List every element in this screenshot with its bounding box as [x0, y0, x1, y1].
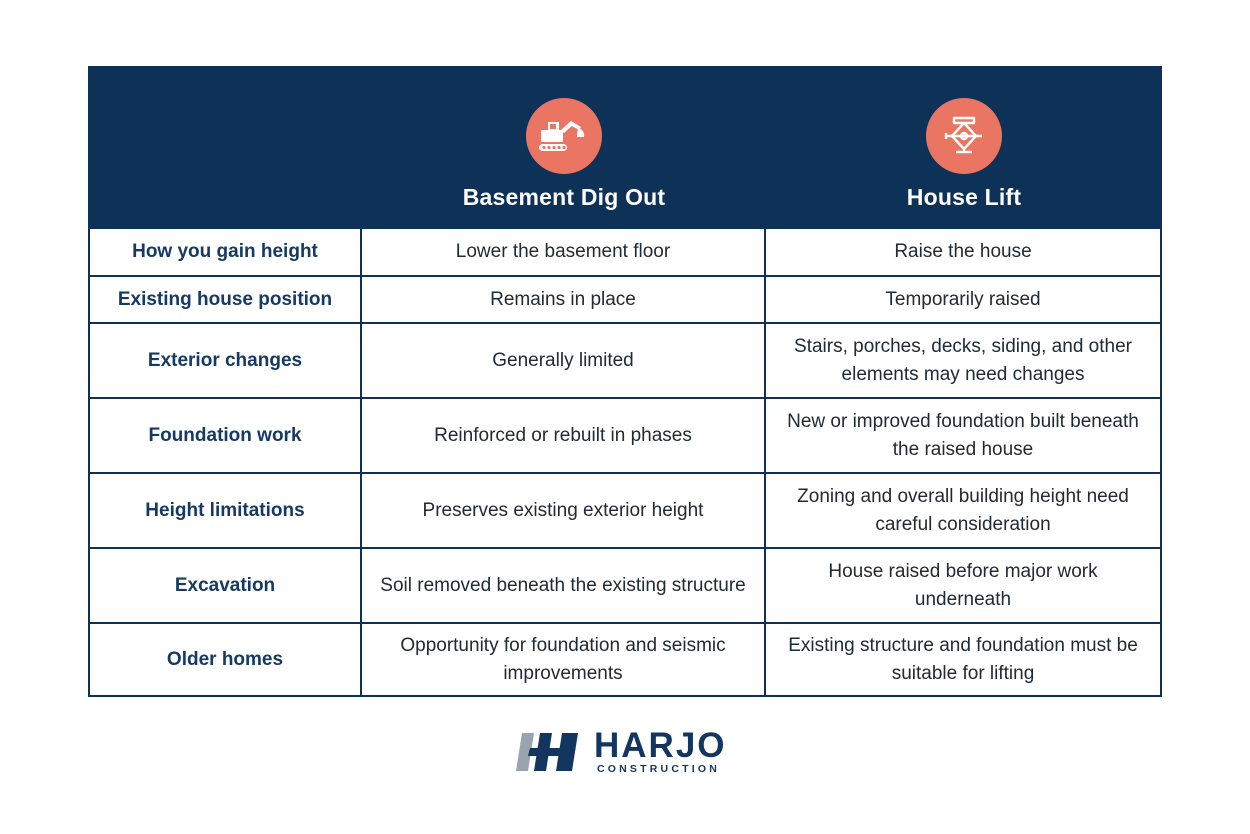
table-row [90, 622, 1160, 696]
logo-name: HARJO [594, 726, 727, 765]
row-label: How you gain height [90, 229, 362, 275]
house-lift-cell: New or improved foundation built beneath the raised house [787, 410, 1139, 460]
table-row [90, 547, 1160, 622]
dig-out-cell: Reinforced or rebuilt in phases [362, 399, 766, 472]
logo-wordmark [594, 726, 727, 775]
house-lift-cell: House raised before major work underneath [828, 560, 1098, 610]
table-row [90, 472, 1160, 547]
jack-icon [926, 98, 1002, 174]
logo-subtitle: CONSTRUCTION [597, 763, 720, 775]
harjo-logo [516, 727, 746, 777]
harjo-logo-mark [516, 731, 580, 773]
table-row [90, 275, 1160, 322]
row-label: Older homes [90, 624, 362, 696]
dig-out-cell: Preserves existing exterior height [362, 474, 766, 547]
house-lift-cell: Temporarily raised [885, 288, 1041, 310]
house-lift-cell: Zoning and overall building height need careful consideration [797, 485, 1129, 535]
row-label: Foundation work [90, 399, 362, 472]
table-body [90, 229, 1160, 696]
table-header [90, 68, 1160, 229]
column-header-basement-dig-out [362, 68, 766, 229]
dig-out-cell: Soil removed beneath the existing structure [362, 549, 766, 622]
column-title: Basement Dig Out [462, 184, 666, 210]
row-label: Exterior changes [90, 324, 362, 397]
dig-out-cell: Lower the basement floor [362, 229, 766, 275]
column-header-house-lift [768, 68, 1160, 229]
dig-out-cell: Opportunity for foundation and seismic improvements [362, 624, 766, 696]
row-label: Existing house position [90, 277, 362, 322]
house-lift-cell: Existing structure and foundation must be suitable for lifting [788, 635, 1138, 684]
table-row [90, 322, 1160, 397]
excavator-icon [526, 98, 602, 174]
row-label: Excavation [90, 549, 362, 622]
row-label: Height limitations [90, 474, 362, 547]
house-lift-cell: Raise the house [894, 241, 1032, 262]
dig-out-cell: Generally limited [362, 324, 766, 397]
house-lift-cell: Stairs, porches, decks, siding, and other elements may need changes [794, 335, 1132, 385]
table-row [90, 229, 1160, 275]
dig-out-cell: Remains in place [362, 277, 766, 322]
column-title: House Lift [906, 184, 1022, 210]
comparison-table [88, 66, 1162, 697]
table-row [90, 397, 1160, 472]
